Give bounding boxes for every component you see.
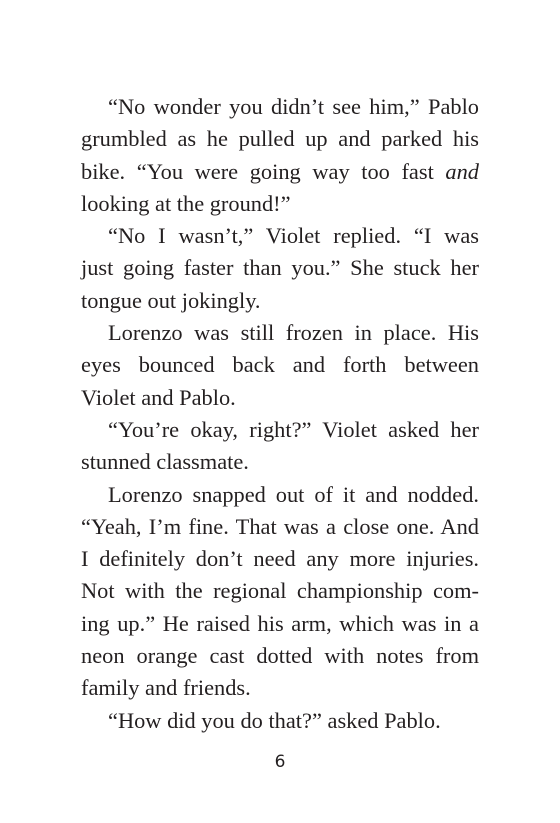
text-line: grumbled as he pulled up and parked his [81,126,479,152]
text-line: I definitely don’t need any more injuries. [81,546,479,572]
paragraph [81,414,479,479]
text-line: stunned classmate. [81,449,249,475]
text-line: “How did you do that?” asked Pablo. [108,707,441,733]
emphasized-word: and [445,158,479,184]
text-line: just going faster than you.” She stuck her [81,255,479,281]
text-line: Lorenzo snapped out of it and nodded. [108,481,479,507]
page-number: 6 [274,752,286,772]
text-line: Lorenzo was still frozen in place. His [108,320,479,346]
text-line: looking at the ground!” [81,190,291,216]
paragraph [81,479,479,705]
text-line [81,156,479,188]
text-line: “No wonder you didn’t see him,” Pablo [108,94,479,119]
paragraph [81,220,479,317]
text-line: tongue out jokingly. [81,287,261,313]
text-line: “Yeah, I’m fine. That was a close one. And [81,513,479,539]
body-text [81,91,479,737]
text-run: bike. “You were going way too fast [81,158,446,184]
text-line: Violet and Pablo. [81,384,236,410]
text-line: Not with the regional championship com- [81,578,479,604]
text-line: family and friends. [81,675,251,701]
paragraph [81,705,479,737]
paragraph [81,317,479,414]
paragraph [81,91,479,220]
text-line: “No I wasn’t,” Violet replied. “I was [108,223,479,249]
text-line: neon orange cast dotted with notes from [81,643,479,669]
text-line: eyes bounced back and forth between [81,352,479,378]
text-line: “You’re okay, right?” Violet asked her [108,416,479,442]
text-line: ing up.” He raised his arm, which was in a [81,610,479,636]
